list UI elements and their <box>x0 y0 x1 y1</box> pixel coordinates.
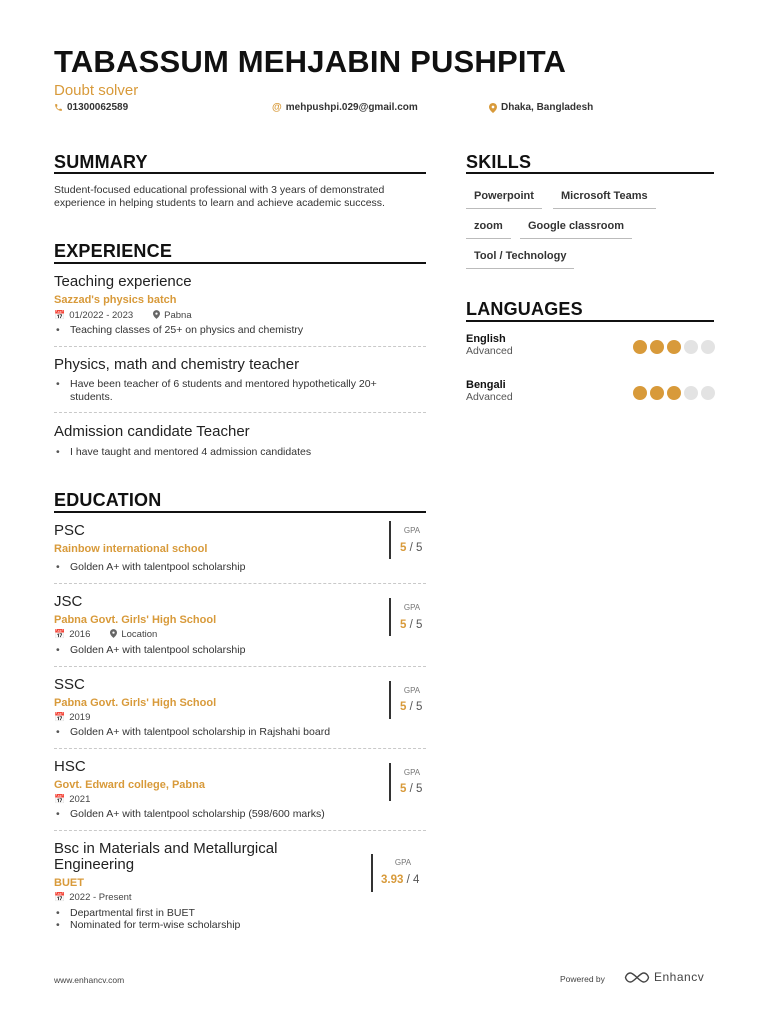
skill-tag: Powerpoint <box>466 190 542 209</box>
education-org: Pabna Govt. Girls' High School <box>54 614 217 626</box>
skill-tag: Microsoft Teams <box>553 190 656 209</box>
rating-dot-empty <box>701 386 715 400</box>
rating-dot-filled <box>650 386 664 400</box>
powered-by-text: Powered by <box>560 974 605 984</box>
education-org: Pabna Govt. Girls' High School <box>54 697 217 709</box>
rating-dot-filled <box>667 340 681 354</box>
languages-heading: LANGUAGES <box>466 299 583 319</box>
skills-rule <box>466 172 714 174</box>
education-title: HSC <box>54 758 86 775</box>
gpa-value: 5 / 5 <box>400 542 423 554</box>
rating-dot-empty <box>684 386 698 400</box>
rating-dot-filled <box>667 386 681 400</box>
gpa-label: GPA <box>403 686 421 695</box>
calendar-icon: 📅 <box>54 629 66 639</box>
skill-tag: Tool / Technology <box>466 250 574 269</box>
calendar-icon: 📅 <box>54 310 66 320</box>
language-rating <box>633 340 715 354</box>
candidate-name: TABASSUM MEHJABIN PUSHPITA <box>54 44 567 79</box>
experience-title: Admission candidate Teacher <box>54 423 250 440</box>
gpa-bar <box>371 854 373 892</box>
map-pin-icon <box>110 629 117 640</box>
rating-dot-filled <box>650 340 664 354</box>
education-meta <box>54 892 132 903</box>
experience-bullet: • Have been teacher of 6 students and mentored hypothetically 20+ students. <box>56 378 416 403</box>
education-title-line1: Bsc in Materials and Metallurgical <box>54 840 278 857</box>
language-level: Advanced <box>466 345 513 357</box>
location-text: Dhaka, Bangladesh <box>501 102 594 113</box>
education-heading: EDUCATION <box>54 490 162 510</box>
education-rule <box>54 511 426 513</box>
language-name: English <box>466 333 506 345</box>
divider <box>54 583 426 584</box>
education-date: 2019 <box>69 712 91 723</box>
gpa-label: GPA <box>403 603 421 612</box>
experience-meta <box>54 310 192 321</box>
education-org: Rainbow international school <box>54 543 208 555</box>
education-date: 2021 <box>69 794 91 805</box>
education-org: Govt. Edward college, Pabna <box>54 779 205 791</box>
gpa-label: GPA <box>403 526 421 535</box>
education-meta <box>54 629 157 640</box>
infinity-icon <box>624 971 650 984</box>
experience-bullet: • Teaching classes of 25+ on physics and chemistry <box>56 324 416 337</box>
education-bullet: • Golden A+ with talentpool scholarship in Rajshahi board <box>56 726 416 739</box>
divider <box>54 666 426 667</box>
rating-dot-empty <box>701 340 715 354</box>
gpa-value: 5 / 5 <box>400 783 423 795</box>
candidate-role: Doubt solver <box>54 82 139 99</box>
experience-org: Sazzad's physics batch <box>54 294 177 306</box>
education-meta <box>54 712 90 723</box>
gpa-value: 5 / 5 <box>400 701 423 713</box>
experience-title: Teaching experience <box>54 273 192 290</box>
enhancv-logo[interactable] <box>624 970 704 984</box>
gpa-value: 3.93 / 4 <box>381 874 420 886</box>
education-title: SSC <box>54 676 85 693</box>
language-rating <box>633 386 715 400</box>
education-date: 2022 - Present <box>69 892 132 903</box>
skill-tag: zoom <box>466 220 511 239</box>
contact-phone[interactable] <box>54 102 128 113</box>
contact-location <box>489 102 593 113</box>
phone-icon <box>54 103 63 112</box>
education-bullet: • Golden A+ with talentpool scholarship <box>56 644 416 657</box>
contact-email[interactable] <box>272 102 418 113</box>
map-pin-icon <box>153 310 160 321</box>
education-title: PSC <box>54 522 85 539</box>
brand-text: Enhancv <box>654 970 705 984</box>
divider <box>54 412 426 413</box>
gpa-bar <box>389 521 391 559</box>
rating-dot-filled <box>633 386 647 400</box>
email-text: mehpushpi.029@gmail.com <box>285 102 418 113</box>
experience-heading: EXPERIENCE <box>54 241 173 261</box>
skill-tag: Google classroom <box>520 220 632 239</box>
skills-heading: SKILLS <box>466 152 532 172</box>
calendar-icon: 📅 <box>54 712 66 722</box>
education-bullet: • Golden A+ with talentpool scholarship <box>56 561 416 574</box>
experience-title: Physics, math and chemistry teacher <box>54 356 300 373</box>
rating-dot-filled <box>633 340 647 354</box>
phone-text: 01300062589 <box>67 102 129 113</box>
gpa-bar <box>389 598 391 636</box>
education-date: 2016 <box>69 629 91 640</box>
calendar-icon: 📅 <box>54 892 66 902</box>
gpa-bar <box>389 763 391 801</box>
language-level: Advanced <box>466 391 513 403</box>
at-icon: @ <box>272 101 282 113</box>
gpa-bar <box>389 681 391 719</box>
languages-rule <box>466 320 714 322</box>
calendar-icon: 📅 <box>54 794 66 804</box>
footer-url[interactable]: www.enhancv.com <box>54 975 125 985</box>
gpa-label: GPA <box>403 768 421 777</box>
summary-text: Student-focused educational professional with 3 years of demonstrated experience in helping students to learn and achieve academic success. <box>54 184 385 209</box>
gpa-label: GPA <box>394 858 412 867</box>
summary-heading: SUMMARY <box>54 152 148 172</box>
divider <box>54 748 426 749</box>
map-pin-icon <box>489 103 497 113</box>
divider <box>54 346 426 347</box>
education-title: JSC <box>54 593 83 610</box>
education-bullet: • Nominated for term-wise scholarship <box>56 919 416 932</box>
education-bullet: • Golden A+ with talentpool scholarship (598/600 marks) <box>56 808 416 821</box>
experience-location: Pabna <box>164 310 192 321</box>
language-name: Bengali <box>466 379 506 391</box>
experience-rule <box>54 262 426 264</box>
education-bullet: • Departmental first in BUET <box>56 907 416 920</box>
gpa-value: 5 / 5 <box>400 619 423 631</box>
education-title-line2: Engineering <box>54 856 135 873</box>
rating-dot-empty <box>684 340 698 354</box>
education-meta <box>54 794 90 805</box>
education-org: BUET <box>54 877 84 889</box>
education-location: Location <box>121 629 158 640</box>
divider <box>54 830 426 831</box>
experience-date: 01/2022 - 2023 <box>69 310 134 321</box>
summary-rule <box>54 172 426 174</box>
experience-bullet: • I have taught and mentored 4 admission candidates <box>56 446 416 459</box>
